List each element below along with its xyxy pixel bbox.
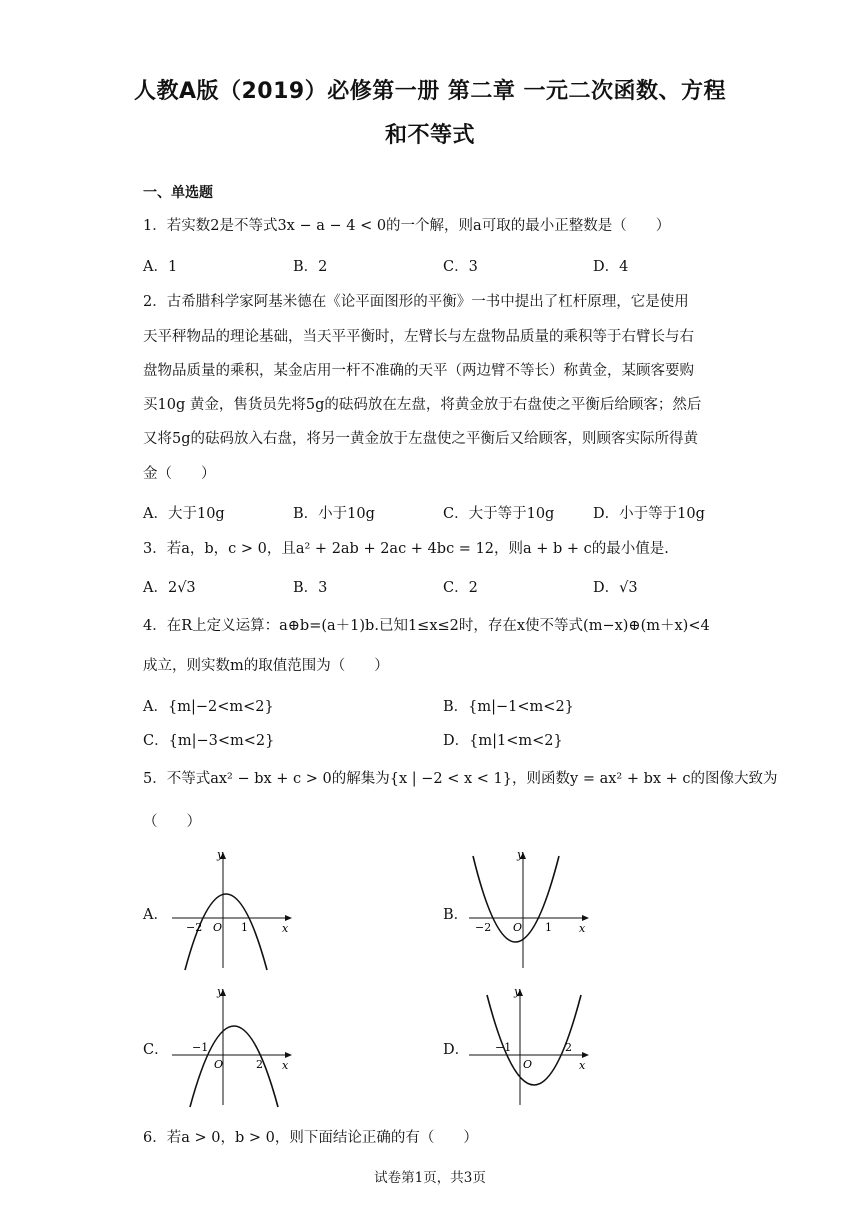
q5-graph-d [465,985,595,1110]
q5-graph-b [465,848,595,973]
question-2-line-6: 金（ ） [143,466,216,482]
graph-d-right-root: 2 [565,1041,572,1054]
graph-a-x-label: x [282,922,289,935]
q5-option-d-label: D． [443,1042,470,1058]
graph-b-origin: O [513,921,523,934]
graph-a-y-label: y [217,848,224,861]
question-2-line-3: 盘物品质量的乘积，某金店用一杆不准确的天平（两边臂不等长）称黄金，某顾客要购 [143,363,694,379]
graph-c-y-label: y [217,985,224,998]
graph-b-left-root: −2 [475,921,492,934]
q2-option-c: C．大于等于10g [443,506,555,522]
q1-option-b: B．2 [293,259,328,275]
graph-a-origin: O [213,921,223,934]
graph-a-right-root: 1 [241,921,248,934]
page-footer: 试卷第1页，共3页 [374,1170,486,1186]
q5-option-c-label: C． [143,1042,169,1058]
q1-option-a: A．1 [143,259,178,275]
q3-option-b: B．3 [293,580,328,596]
graph-c-left-root: −1 [192,1041,209,1054]
question-4-line-2: 成立，则实数m的取值范围为（ ） [143,658,389,674]
q4-option-c: C．{m|−3<m<2} [143,733,275,749]
graph-c-x-label: x [282,1059,289,1072]
q1-option-c: C．3 [443,259,478,275]
graph-d-x-label: x [579,1059,586,1072]
q3-option-d: D．√3 [593,580,638,596]
question-6-text: 6．若a > 0，b > 0，则下面结论正确的有（ ） [143,1130,478,1146]
question-4-line-1: 4．在R上定义运算：a⊕b=(a＋1)b.已知1≤x≤2时，存在x使不等式(m−x)⊕(m＋x)<4 [143,618,710,634]
q1-option-d: D．4 [593,259,629,275]
q2-option-a: A．大于10g [143,506,225,522]
graph-c-right-root: 2 [256,1058,263,1071]
q5-option-b-label: B． [443,907,469,923]
question-3-text: 3．若a，b，c > 0，且a² + 2ab + 2ac + 4bc = 12，则a + b + c的最小值是. [143,541,669,557]
graph-a-left-root: −2 [186,921,203,934]
question-5-line-1: 5．不等式ax² − bx + c > 0的解集为{x | −2 < x < 1}，则函数y = ax² + bx + c的图像大致为 [143,771,778,787]
section-heading: 一、单选题 [143,185,213,201]
graph-d-origin: O [523,1058,533,1071]
q4-option-d: D．{m|1<m<2} [443,733,563,749]
q3-option-c: C．2 [443,580,478,596]
graph-b-x-label: x [579,922,586,935]
question-2-line-2: 天平秤物品的理论基础，当天平平衡时，左臂长与左盘物品质量的乘积等于右臂长与右 [143,329,694,345]
graph-b-y-label: y [517,848,524,861]
q3-option-a: A．2√3 [143,580,196,596]
graph-c-origin: O [214,1058,224,1071]
question-2-line-1: 2．古希腊科学家阿基米德在《论平面图形的平衡》一书中提出了杠杆原理，它是使用 [143,294,689,310]
graph-b-right-root: 1 [545,921,552,934]
q5-graph-c [168,985,298,1110]
question-1-text: 1．若实数2是不等式3x − a − 4 < 0的一个解，则a可取的最小正整数是（ ） [143,218,671,234]
q4-option-a: A．{m|−2<m<2} [143,699,274,715]
q5-graph-a [168,848,298,973]
graph-d-y-label: y [514,985,521,998]
document-title-line-2: 和不等式 [384,123,475,148]
document-title-line-1: 人教A版（2019）必修第一册 第二章 一元二次函数、方程 [133,79,727,104]
q2-option-b: B．小于10g [293,506,375,522]
graph-d-left-root: −1 [495,1041,512,1054]
question-5-line-2: （ ） [143,814,201,830]
question-2-line-5: 又将5g的砝码放入右盘，将另一黄金放于左盘使之平衡后又给顾客，则顾客实际所得黄 [143,431,699,447]
q5-option-a-label: A． [143,907,168,923]
q2-option-d: D．小于等于10g [593,506,705,522]
question-2-line-4: 买10g 黄金，售货员先将5g的砝码放在左盘，将黄金放于右盘使之平衡后给顾客；然后 [143,397,702,413]
q4-option-b: B．{m|−1<m<2} [443,699,574,715]
